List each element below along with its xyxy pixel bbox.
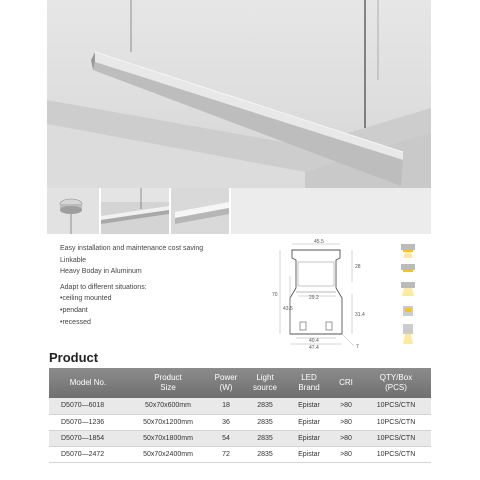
col-header: Product Size [127, 368, 209, 398]
adapt-title: Adapt to different situations: [60, 283, 147, 291]
qty-cell: 10PCS/CTN [361, 414, 431, 430]
beam-angle-icons [395, 244, 421, 348]
situations-list [60, 293, 260, 329]
qty-cell: 10PCS/CTN [361, 398, 431, 414]
dim-label: 7 [356, 344, 359, 350]
thumbnail-strip [47, 188, 431, 234]
hero-product-photo [47, 0, 431, 188]
situation-item: •pendant [60, 307, 88, 314]
dim-label: 70 [272, 292, 278, 298]
size-cell: 50x70x600mm [127, 398, 209, 414]
brand-cell: Epistar [287, 414, 331, 430]
situation-item: •recessed [60, 319, 91, 326]
ceiling-mount-icon [47, 188, 99, 234]
dim-label: 47.4 [309, 345, 319, 350]
dim-label: 43.5 [283, 306, 293, 312]
table-row [49, 398, 431, 414]
cri-cell: >80 [331, 398, 361, 414]
qty-cell: 10PCS/CTN [361, 430, 431, 446]
cri-cell: >80 [331, 446, 361, 462]
table-row [49, 414, 431, 430]
col-header: Light source [243, 368, 287, 398]
table-row [49, 446, 431, 462]
thumbnail-pendant [101, 188, 169, 234]
model-cell: D5070—6018 [49, 398, 127, 414]
product-table [49, 368, 431, 463]
beam-icon [403, 324, 413, 344]
brand-cell: Epistar [287, 430, 331, 446]
cri-cell: >80 [331, 414, 361, 430]
feature-line: Easy installation and maintenance cost saving [60, 245, 204, 252]
cri-cell: >80 [331, 430, 361, 446]
dim-label: 29.2 [309, 295, 319, 301]
features-list [60, 243, 260, 329]
model-cell: D5070—1854 [49, 430, 127, 446]
size-cell: 50x70x1800mm [127, 430, 209, 446]
feature-line: Linkable [60, 256, 87, 264]
table-header-row [49, 368, 431, 398]
beam-icon [401, 264, 415, 272]
beam-icon [401, 282, 415, 296]
thumbnail-recessed [171, 188, 229, 234]
power-cell: 18 [209, 398, 243, 414]
table-row [49, 430, 431, 446]
thumbnail-ceiling-mount [47, 188, 99, 234]
situation-item: •ceiling mounted [60, 295, 112, 302]
col-header: LED Brand [287, 368, 331, 398]
col-header: Power (W) [209, 368, 243, 398]
source-cell: 2835 [243, 430, 287, 446]
qty-cell: 10PCS/CTN [361, 446, 431, 462]
size-cell: 50x70x1200mm [127, 414, 209, 430]
product-title: Product [49, 350, 99, 365]
col-header: Model No. [49, 368, 127, 398]
power-cell: 36 [209, 414, 243, 430]
thumbnail-blank [231, 188, 431, 234]
recessed-detail-icon [171, 188, 229, 234]
col-header: QTY/Box (PCS) [361, 368, 431, 398]
beam-icon [401, 244, 415, 258]
beam-icon [403, 306, 413, 316]
model-cell: D5070—1236 [49, 414, 127, 430]
col-header: CRI [331, 368, 361, 398]
brand-cell: Epistar [287, 446, 331, 462]
power-cell: 54 [209, 430, 243, 446]
feature-line: Heavy Boday in Aluminum [60, 268, 142, 275]
source-cell: 2835 [243, 414, 287, 430]
pendant-lamp-photo [47, 0, 431, 188]
brand-cell: Epistar [287, 398, 331, 414]
source-cell: 2835 [243, 398, 287, 414]
pendant-detail-icon [101, 188, 169, 234]
dim-label: 31.4 [355, 312, 365, 318]
profile-drawing [262, 238, 392, 350]
model-cell: D5070—2472 [49, 446, 127, 462]
source-cell: 2835 [243, 446, 287, 462]
power-cell: 72 [209, 446, 243, 462]
dim-label: 40.4 [309, 338, 319, 344]
dim-label: 28 [355, 264, 361, 270]
dim-label: 45.5 [314, 239, 324, 245]
size-cell: 50x70x2400mm [127, 446, 209, 462]
